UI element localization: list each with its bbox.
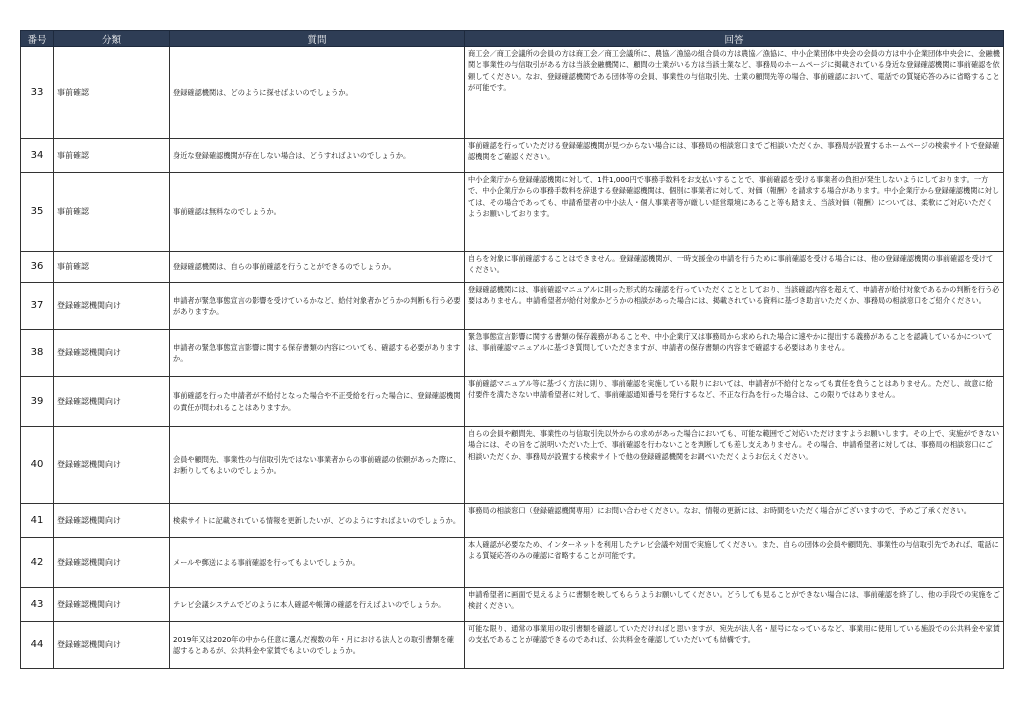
row-number: 36 — [21, 252, 54, 283]
row-category: 登録確認機関向け — [54, 330, 170, 377]
table-row — [21, 139, 1004, 173]
row-question: 事前確認は無料なのでしょうか。 — [170, 173, 465, 252]
row-number: 37 — [21, 283, 54, 330]
table-row — [21, 283, 1004, 330]
row-category: 登録確認機関向け — [54, 504, 170, 538]
row-answer: 事前確認を行っていただける登録確認機関が見つからない場合には、事務局の相談窓口までご相談いただくか、事務局が設置するホームページの検索サイトで登録確認機関をご確認ください。 — [465, 139, 1004, 173]
table-body — [21, 47, 1004, 669]
row-question: テレビ会議システムでどのように本人確認や帳簿の確認を行えばよいのでしょうか。 — [170, 588, 465, 622]
row-answer: 可能な限り、通常の事業用の取引書類を確認していただければと思いますが、宛先が法人名・屋号になっているなど、事業用に使用している施設での公共料金や家賃の支払であることが確認できるのであれば、公共料金を確認していただいても結構です。 — [465, 622, 1004, 669]
row-number: 33 — [21, 47, 54, 139]
row-question: 検索サイトに記載されている情報を更新したいが、どのようにすればよいのでしょうか。 — [170, 504, 465, 538]
row-number: 38 — [21, 330, 54, 377]
row-answer: 緊急事態宣言影響に関する書類の保存義務があることや、中小企業庁又は事務局から求められた場合に速やかに提出する義務があることを認識しているかについては、事前確認マニュアルに基づき質問していただきますが、申請者の保存書類の内容まで確認する必要はありません。 — [465, 330, 1004, 377]
row-number: 41 — [21, 504, 54, 538]
row-answer: 事務局の相談窓口（登録確認機関専用）にお問い合わせください。なお、情報の更新には、お時間をいただく場合がございますので、予めご了承ください。 — [465, 504, 1004, 538]
row-answer: 事前確認マニュアル等に基づく方法に則り、事前確認を実施している限りにおいては、申請者が不給付となっても責任を負うことはありません。ただし、故意に給付要件を満たさない申請希望者に対して、事前確認通知番号を発行するなど、不正な行為を行った場合は、この限りではありません。 — [465, 377, 1004, 427]
row-answer: 商工会／商工会議所の会員の方は商工会／商工会議所に、農協／漁協の組合員の方は農協／漁協に、中小企業団体中央会の会員の方は中小企業団体中央会に、金融機関と事業性の与信取引がある方は当該金融機関に、顧問の士業がいる方は当該士業など、事務局のホームページに掲載されている身近な登録確認機関に事前確認を依頼してください。なお、登録確認機関である団体等の会員、事業性の与信取引先、士業の顧問先等の場合、事前確認において、電話での質疑応答のみに省略することが可能です。 — [465, 47, 1004, 139]
table-row — [21, 173, 1004, 252]
header-category: 分類 — [54, 31, 170, 47]
table-row — [21, 538, 1004, 588]
row-category: 登録確認機関向け — [54, 427, 170, 504]
row-answer: 登録確認機関には、事前確認マニュアルに則った形式的な確認を行っていただくこととしており、当該確認内容を超えて、申請者が給付対象であるかの判断を行う必要はありません。申請希望者が給付対象かどうかの相談があった場合には、掲載されている資料に基づき助言いただくか、事務局の相談窓口をご紹介ください。 — [465, 283, 1004, 330]
row-question: メールや郵送による事前確認を行ってもよいでしょうか。 — [170, 538, 465, 588]
header-answer: 回答 — [465, 31, 1004, 47]
table-header — [21, 31, 1004, 47]
header-row — [21, 31, 1004, 47]
row-question: 申請者が緊急事態宣言の影響を受けているかなど、給付対象者かどうかの判断も行う必要がありますか。 — [170, 283, 465, 330]
row-question: 身近な登録確認機関が存在しない場合は、どうすればよいのでしょうか。 — [170, 139, 465, 173]
row-number: 44 — [21, 622, 54, 669]
row-category: 登録確認機関向け — [54, 283, 170, 330]
row-answer: 中小企業庁から登録確認機関に対して、1件1,000円で事務手数料をお支払いすることで、事前確認を受ける事業者の負担が発生しないようにしております。一方で、中小企業庁からの事務手数料を辞退する登録確認機関は、個別に事業者に対して、対価（報酬）を請求する場合があります。中小企業庁から登録確認機関に対しては、その場合であっても、申請希望者の中小法人・個人事業者等が厳しい経営環境にあること等も踏まえ、当該対価（報酬）については、柔軟にご対応いただくようお願いしております。 — [465, 173, 1004, 252]
row-question: 2019年又は2020年の中から任意に選んだ複数の年・月における法人との取引書類を確認するとあるが、公共料金や家賃でもよいのでしょうか。 — [170, 622, 465, 669]
row-number: 39 — [21, 377, 54, 427]
row-question: 申請者の緊急事態宣言影響に関する保存書類の内容についても、確認する必要がありますか。 — [170, 330, 465, 377]
row-category: 登録確認機関向け — [54, 588, 170, 622]
table-row — [21, 377, 1004, 427]
table-row — [21, 47, 1004, 139]
row-answer: 本人確認が必要なため、インターネットを利用したテレビ会議や対面で実施してください。また、自らの団体の会員や顧問先、事業性の与信取引先であれば、電話による質疑応答のみの確認に省略することが可能です。 — [465, 538, 1004, 588]
row-number: 35 — [21, 173, 54, 252]
row-category: 事前確認 — [54, 139, 170, 173]
row-question: 登録確認機関は、自らの事前確認を行うことができるのでしょうか。 — [170, 252, 465, 283]
table-row — [21, 427, 1004, 504]
table-row — [21, 588, 1004, 622]
table-row — [21, 504, 1004, 538]
row-answer: 申請希望者に画面で見えるように書類を映してもらうようお願いしてください。どうしても見ることができない場合には、事前確認を終了し、他の手段での実施をご検討ください。 — [465, 588, 1004, 622]
header-number: 番号 — [21, 31, 54, 47]
row-number: 34 — [21, 139, 54, 173]
table-row — [21, 330, 1004, 377]
row-number: 42 — [21, 538, 54, 588]
row-category: 事前確認 — [54, 252, 170, 283]
row-question: 事前確認を行った申請者が不給付となった場合や不正受給を行った場合に、登録確認機関の責任が問われることはありますか。 — [170, 377, 465, 427]
row-answer: 自らを対象に事前確認することはできません。登録確認機関が、一時支援金の申請を行うために事前確認を受ける場合には、他の登録確認機関の事前確認を受けてください。 — [465, 252, 1004, 283]
row-number: 43 — [21, 588, 54, 622]
row-category: 事前確認 — [54, 47, 170, 139]
row-category: 事前確認 — [54, 173, 170, 252]
row-answer: 自らの会員や顧問先、事業性の与信取引先以外からの求めがあった場合においても、可能な範囲でご対応いただけますようお願いします。その上で、実施ができない場合には、その旨をご説明いただいた上で、事前確認を行わないことを判断しても差し支えありません。その場合、申請希望者に対しては、事務局の相談窓口にご相談いただくか、事務局が設置する検索サイトで他の登録確認機関をお調べいただくようお伝えください。 — [465, 427, 1004, 504]
row-question: 登録確認機関は、どのように探せばよいのでしょうか。 — [170, 47, 465, 139]
header-question: 質問 — [170, 31, 465, 47]
row-question: 会員や顧問先、事業性の与信取引先ではない事業者からの事前確認の依頼があった際に、お断りしてもよいのでしょうか。 — [170, 427, 465, 504]
row-number: 40 — [21, 427, 54, 504]
row-category: 登録確認機関向け — [54, 377, 170, 427]
table-row — [21, 252, 1004, 283]
table-row — [21, 622, 1004, 669]
faq-table — [20, 30, 1004, 669]
row-category: 登録確認機関向け — [54, 538, 170, 588]
row-category: 登録確認機関向け — [54, 622, 170, 669]
